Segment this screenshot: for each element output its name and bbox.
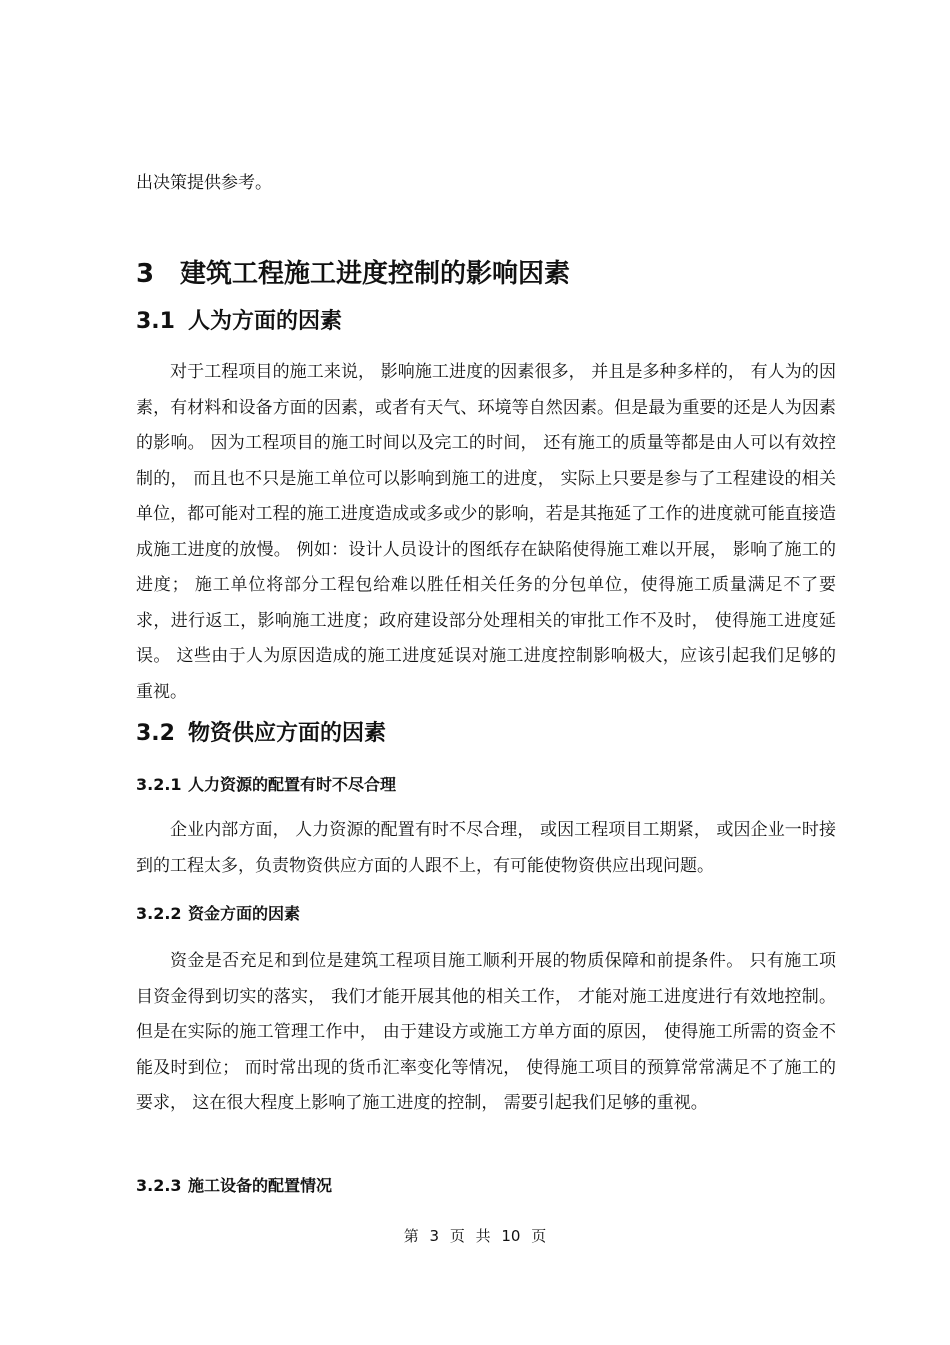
page-footer: 第 3 页 共 10 页 bbox=[403, 1227, 547, 1245]
section-heading-3-1 bbox=[136, 308, 836, 336]
section-title: 建筑工程施工进度控制的影响因素 bbox=[180, 259, 571, 289]
section-title: 人为方面的因素 bbox=[188, 309, 343, 334]
section-title: 资金方面的因素 bbox=[188, 904, 301, 923]
section-number: 3.2 bbox=[136, 721, 175, 746]
section-title: 人力资源的配置有时不尽合理 bbox=[188, 775, 397, 794]
section-title: 施工设备的配置情况 bbox=[188, 1176, 333, 1195]
section-number: 3.2.3 bbox=[136, 1176, 182, 1195]
section-number: 3 bbox=[136, 259, 155, 289]
section-heading-3 bbox=[136, 258, 836, 290]
section-heading-3-2 bbox=[136, 720, 836, 748]
paragraph-funding: 资金是否充足和到位是建筑工程项目施工顺利开展的物质保障和前提条件。 只有施工项目资金得到切实的落实， 我们才能开展其他的相关工作， 才能对施工进度进行有效地控制。但是在实际的施工管理工作中， 由于建设方或施工方单方面的原因， 使得施工所需的资金不能及时到位； 而时常出现的货币汇率变化等情况， 使得施工项目的预算常常满足不了施工的要求， 这在很大程度上影响了施工进度的控制， 需要引起我们足够的重视。 bbox=[136, 951, 836, 1113]
section-number: 3.2.1 bbox=[136, 775, 182, 794]
section-heading-3-2-2 bbox=[136, 903, 836, 925]
section-number: 3.1 bbox=[136, 309, 175, 334]
paragraph-human-resources: 企业内部方面， 人力资源的配置有时不尽合理， 或因工程项目工期紧， 或因企业一时接到的工程太多，负责物资供应方面的人跟不上，有可能使物资供应出现问题。 bbox=[136, 820, 836, 876]
section-heading-3-2-3 bbox=[136, 1175, 836, 1197]
section-number: 3.2.2 bbox=[136, 904, 182, 923]
paragraph-fragment: 出决策提供参考。 bbox=[136, 173, 272, 193]
paragraph-human-factors: 对于工程项目的施工来说， 影响施工进度的因素很多， 并且是多种多样的， 有人为的因素，有材料和设备方面的因素，或者有天气、环境等自然因素。但是最为重要的还是人为因素的影响。 因为工程项目的施工时间以及完工的时间， 还有施工的质量等都是由人可以有效控制的， 而且也不只是施工单位可以影响到施工的进度， 实际上只要是参与了工程建设的相关单位，都可能对工程的施工进度造成或多或少的影响，若是其拖延了工作的进度就可能直接造成施工进度的放慢。 例如：设计人员设计的图纸存在缺陷使得施工难以开展， 影响了施工的进度； 施工单位将部分工程包给难以胜任相关任务的分包单位，使得施工质量满足不了要求，进行返工，影响施工进度；政府建设部分处理相关的审批工作不及时， 使得施工进度延误。 这些由于人为原因造成的施工进度延误对施工进度控制影响极大，应该引起我们足够的重视。 bbox=[136, 362, 836, 702]
section-heading-3-2-1 bbox=[136, 774, 836, 796]
section-title: 物资供应方面的因素 bbox=[188, 721, 387, 746]
